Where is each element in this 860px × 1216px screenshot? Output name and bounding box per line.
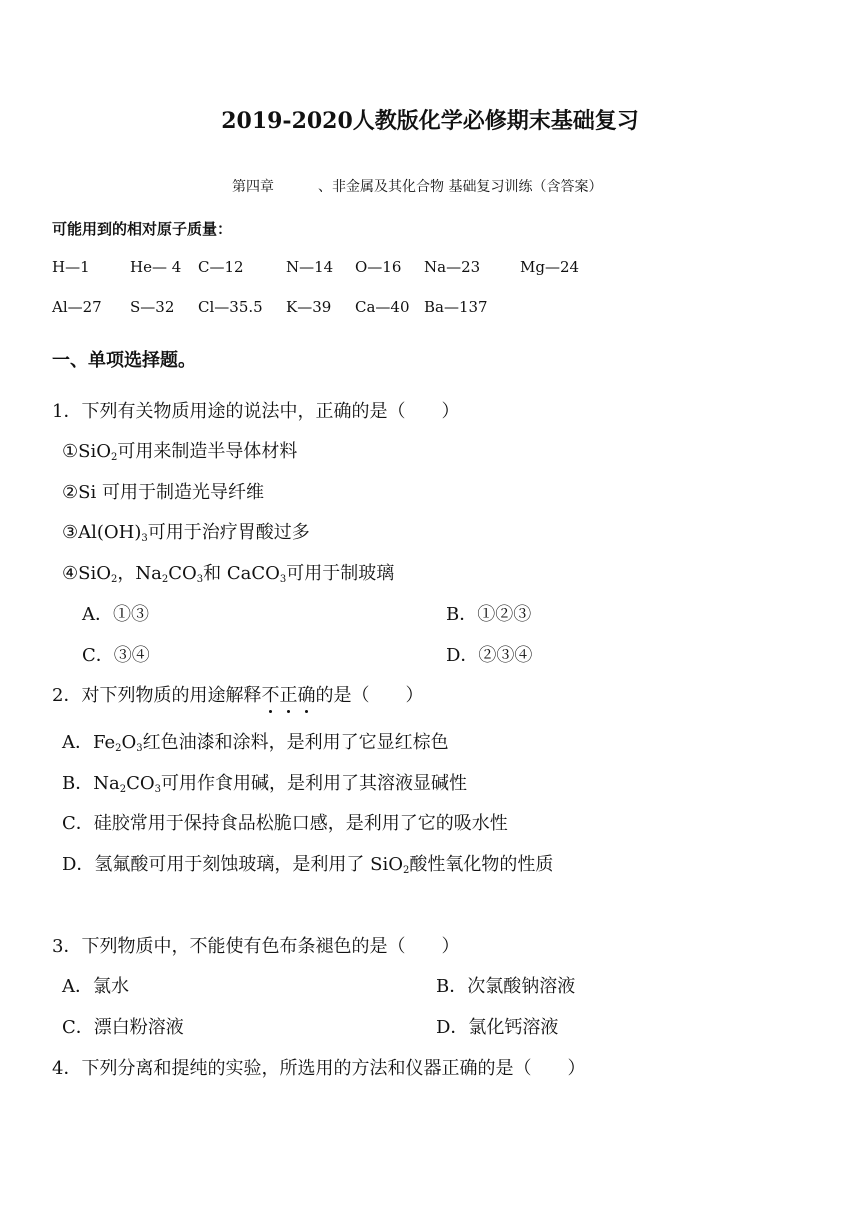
question-3-option-a[interactable]: A．氯水 (62, 976, 129, 997)
atomic-mass-item: Ba—137 (424, 298, 488, 316)
atomic-mass-item: Mg—24 (520, 258, 580, 276)
chapter-label: 第四章 (232, 179, 274, 195)
atomic-mass-item: He— 4 (130, 258, 182, 276)
atomic-mass-item: O—16 (355, 258, 402, 276)
question-2-option-b[interactable]: B．$Na_2CO_3$可用作食用碱，是利用了其溶液显碱性 (62, 773, 467, 795)
question-2-option-c[interactable]: C．硅胶常用于保持食品松脆口感，是利用了它的吸水性 (62, 813, 508, 834)
question-1-option-c[interactable]: C．③④ (82, 645, 150, 666)
question-1-statement-4: ④SiO$_2$，$Na_2CO_3$和 CaCO$_3$可用于制玻璃 (62, 563, 395, 585)
question-1-statement-3: $③Al(OH)_3$可用于治疗胃酸过多 (62, 522, 310, 544)
atomic-mass-item: Na—23 (424, 258, 481, 276)
section-heading: 一、单项选择题。 (52, 350, 196, 371)
question-1-option-a[interactable]: A．①③ (82, 604, 149, 625)
atomic-mass-item: K—39 (286, 298, 332, 316)
question-3-option-d[interactable]: D．氯化钙溶液 (436, 1017, 559, 1038)
question-1-option-d[interactable]: D．②③④ (446, 645, 533, 666)
chapter-topic: 、非金属及其化合物 基础复习训练（含答案） (318, 179, 603, 195)
question-3-option-c[interactable]: C．漂白粉溶液 (62, 1017, 184, 1038)
question-2-stem: 2．对下列物质的用途解释不正确的是（ ） (52, 681, 423, 707)
emphasis-dot-char: 不 (261, 681, 279, 707)
question-1-statement-2: ②Si 可用于制造光导纤维 (62, 482, 264, 503)
question-1-option-b[interactable]: B．①②③ (446, 604, 532, 625)
question-1-statement-1: ①SiO$_2$可用来制造半导体材料 (62, 441, 298, 463)
atomic-mass-item: S—32 (130, 298, 175, 316)
atomic-mass-item: N—14 (286, 258, 334, 276)
question-3-stem: 3．下列物质中，不能使有色布条褪色的是（ ） (52, 936, 460, 957)
atomic-mass-item: Al—27 (52, 298, 102, 316)
atomic-mass-item: C—12 (198, 258, 244, 276)
emphasis-dot-char: 正 (279, 681, 297, 707)
question-4-stem: 4．下列分离和提纯的实验，所选用的方法和仪器正确的是（ ） (52, 1058, 586, 1079)
emphasis-dot-char: 确 (297, 681, 315, 707)
page-subtitle (232, 176, 602, 196)
question-2-option-a[interactable]: A．$Fe_2O_3$红色油漆和涂料，是利用了它显红棕色 (62, 732, 449, 754)
atomic-mass-item: Ca—40 (355, 298, 410, 316)
question-1-stem: 1．下列有关物质用途的说法中，正确的是（ ） (52, 401, 460, 422)
atomic-mass-item: Cl—35.5 (198, 298, 263, 316)
page-title: 2019-2020人教版化学必修期末基础复习 (221, 108, 639, 134)
question-2-option-d[interactable]: D．氢氟酸可用于刻蚀玻璃，是利用了 SiO$_2$酸性氧化物的性质 (62, 854, 554, 876)
question-3-option-b[interactable]: B．次氯酸钠溶液 (436, 976, 576, 997)
atomic-mass-item: H—1 (52, 258, 90, 276)
atomic-mass-label: 可能用到的相对原子质量： (52, 220, 233, 238)
